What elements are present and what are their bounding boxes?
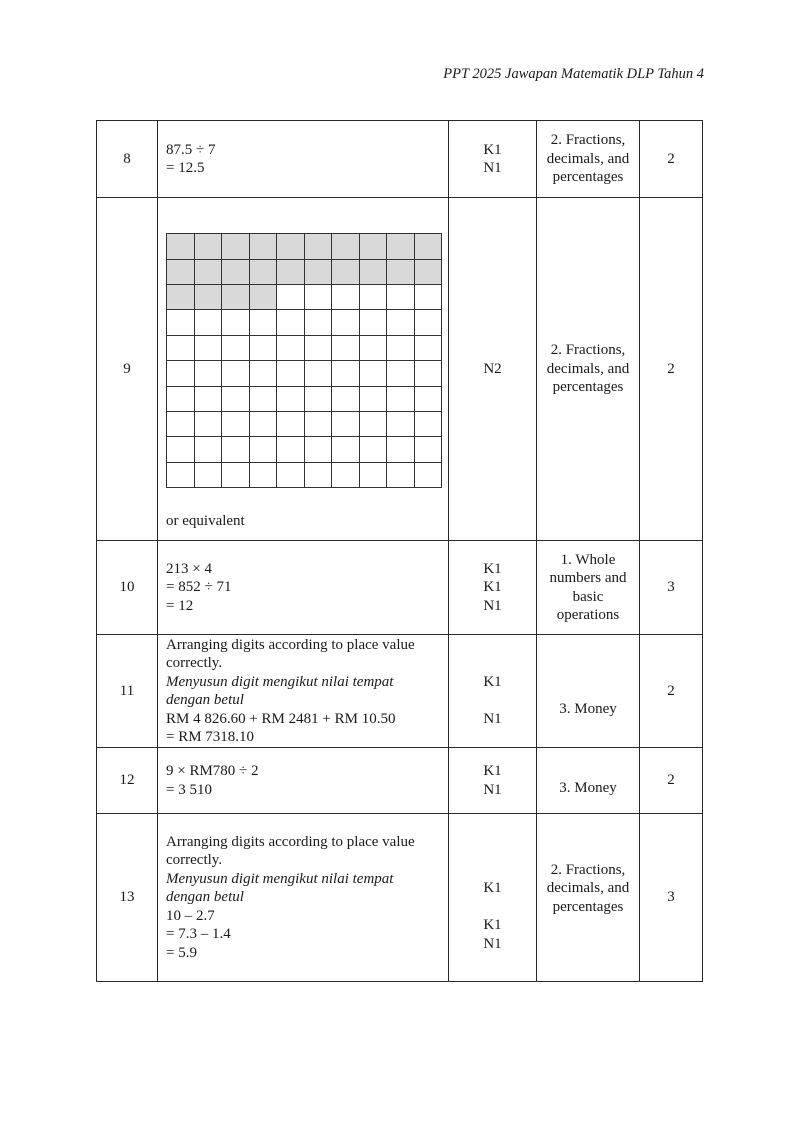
grid-cell-shaded: [250, 234, 278, 259]
grid-cell: [277, 361, 305, 386]
table-row-q8: [97, 121, 703, 198]
working-line: = 3 510: [166, 781, 212, 798]
grid-cell-shaded: [332, 260, 360, 285]
grid-cell: [167, 412, 195, 437]
mark-code: N1: [483, 935, 502, 952]
mark-code: N1: [483, 160, 502, 176]
grid-cell: [277, 285, 305, 310]
grid-cell: [332, 285, 360, 310]
topic-line: 3. Money: [559, 779, 617, 796]
working-line: = 7.3 – 1.4: [166, 926, 231, 943]
grid-cell: [222, 310, 250, 335]
topic-line: percentages: [552, 898, 624, 915]
topic-line: numbers and: [549, 570, 627, 586]
marks-cell: [449, 198, 537, 541]
table-row-q9: [97, 198, 703, 541]
question-number: 9: [97, 198, 158, 541]
working-line-malay: dengan betul: [166, 889, 244, 906]
working-cell: [158, 541, 449, 635]
topic-line: percentages: [552, 379, 624, 396]
working-line: Arranging digits according to place value: [166, 636, 415, 653]
grid-cell-shaded: [222, 285, 250, 310]
grid-cell: [360, 437, 388, 462]
grid-cell: [305, 336, 333, 361]
grid-cell: [305, 361, 333, 386]
working-cell: [158, 198, 449, 541]
hundred-square-grid: [166, 233, 442, 488]
grid-cell: [195, 387, 223, 412]
grid-cell-shaded: [195, 234, 223, 259]
marks-cell: [449, 121, 537, 198]
grid-cell-shaded: [222, 234, 250, 259]
mark-code: N1: [483, 781, 502, 798]
question-number: 13: [97, 814, 158, 982]
working-line: 10 – 2.7: [166, 907, 215, 924]
table-row-q10: [97, 541, 703, 635]
grid-cell: [415, 437, 443, 462]
grid-cell-shaded: [415, 234, 443, 259]
page-header: PPT 2025 Jawapan Matematik DLP Tahun 4: [443, 66, 704, 82]
topic-line: decimals, and: [546, 150, 630, 167]
marks-cell: [449, 541, 537, 635]
table-row-q12: [97, 748, 703, 814]
table-row-q11: [97, 635, 703, 748]
working-line-malay: Menyusun digit mengikut nilai tempat: [166, 673, 394, 690]
grid-cell: [167, 336, 195, 361]
grid-cell: [250, 361, 278, 386]
topic-cell: [537, 121, 640, 198]
working-line: = RM 7318.10: [166, 729, 255, 745]
grid-cell: [277, 336, 305, 361]
grid-cell: [277, 310, 305, 335]
grid-cell: [250, 412, 278, 437]
grid-cell: [222, 361, 250, 386]
topic-cell: [537, 198, 640, 541]
working-line: RM 4 826.60 + RM 2481 + RM 10.50: [166, 710, 396, 727]
grid-cell: [305, 412, 333, 437]
score-cell: 2: [640, 748, 703, 814]
grid-cell: [360, 336, 388, 361]
mark-code: K1: [483, 560, 502, 577]
grid-cell: [332, 310, 360, 335]
grid-cell: [277, 437, 305, 462]
working-line: 213 × 4: [166, 560, 212, 577]
working-line: correctly.: [166, 852, 223, 869]
grid-cell: [305, 285, 333, 310]
grid-cell: [332, 361, 360, 386]
grid-cell: [360, 463, 388, 488]
topic-line: percentages: [552, 169, 624, 186]
question-number: 11: [97, 635, 158, 748]
grid-cell: [277, 387, 305, 412]
topic-line: 2. Fractions,: [550, 132, 626, 149]
grid-cell: [360, 285, 388, 310]
mark-code: K1: [483, 763, 502, 779]
working-line: 9 × RM780 ÷ 2: [166, 763, 259, 779]
working-cell: [158, 748, 449, 814]
grid-cell: [360, 361, 388, 386]
grid-cell-shaded: [167, 285, 195, 310]
grid-cell: [195, 336, 223, 361]
score-cell: 2: [640, 198, 703, 541]
grid-cell-shaded: [332, 234, 360, 259]
mark-code: K1: [483, 880, 502, 896]
grid-cell: [332, 463, 360, 488]
grid-cell-shaded: [305, 260, 333, 285]
grid-cell: [195, 437, 223, 462]
grid-cell: [195, 412, 223, 437]
grid-cell: [250, 336, 278, 361]
grid-cell: [222, 463, 250, 488]
grid-cell: [387, 336, 415, 361]
question-number: 8: [97, 121, 158, 198]
working-line: Arranging digits according to place value: [166, 833, 415, 850]
working-line: = 12: [166, 597, 194, 614]
grid-cell: [332, 387, 360, 412]
topic-line: decimals, and: [546, 360, 630, 377]
grid-cell: [305, 437, 333, 462]
grid-cell: [277, 463, 305, 488]
grid-cell-shaded: [277, 234, 305, 259]
grid-cell: [305, 310, 333, 335]
grid-cell: [167, 361, 195, 386]
grid-cell: [360, 387, 388, 412]
grid-cell: [222, 412, 250, 437]
grid-cell: [250, 387, 278, 412]
grid-cell-shaded: [195, 260, 223, 285]
score-cell: 2: [640, 635, 703, 748]
grid-cell: [387, 387, 415, 412]
grid-cell: [387, 412, 415, 437]
topic-cell: [537, 814, 640, 982]
grid-cell: [250, 463, 278, 488]
topic-line: operations: [556, 607, 620, 623]
grid-cell: [222, 387, 250, 412]
grid-cell: [277, 412, 305, 437]
working-line: correctly.: [166, 655, 223, 671]
working-line: = 852 ÷ 71: [166, 579, 232, 596]
grid-cell-shaded: [222, 260, 250, 285]
topic-cell: [537, 635, 640, 748]
marking-scheme-table: [96, 120, 703, 982]
grid-cell-shaded: [195, 285, 223, 310]
grid-cell: [332, 412, 360, 437]
grid-cell: [415, 361, 443, 386]
grid-cell: [222, 336, 250, 361]
grid-cell: [360, 412, 388, 437]
topic-line: 2. Fractions,: [550, 342, 626, 359]
mark-code: K1: [483, 673, 502, 690]
grid-cell: [222, 437, 250, 462]
working-line-malay: Menyusun digit mengikut nilai tempat: [166, 870, 394, 887]
topic-cell: [537, 748, 640, 814]
grid-cell-shaded: [250, 260, 278, 285]
grid-cell: [167, 387, 195, 412]
grid-cell: [360, 310, 388, 335]
topic-line: 3. Money: [559, 701, 617, 718]
grid-cell: [167, 437, 195, 462]
grid-cell: [167, 463, 195, 488]
topic-line: 2. Fractions,: [550, 861, 626, 878]
grid-cell: [250, 310, 278, 335]
grid-cell: [387, 437, 415, 462]
grid-cell: [305, 463, 333, 488]
score-cell: 2: [640, 121, 703, 198]
topic-line: 1. Whole: [560, 551, 616, 568]
grid-cell: [332, 336, 360, 361]
grid-cell-shaded: [360, 260, 388, 285]
grid-cell: [195, 310, 223, 335]
grid-cell: [305, 387, 333, 412]
question-number: 10: [97, 541, 158, 635]
working-cell: [158, 121, 449, 198]
working-cell: [158, 814, 449, 982]
working-cell: [158, 635, 449, 748]
mark-code: K1: [483, 579, 502, 596]
mark-code: K1: [483, 917, 502, 933]
question-number: 12: [97, 748, 158, 814]
grid-cell-shaded: [360, 234, 388, 259]
mark-code: N1: [483, 597, 502, 614]
grid-cell-shaded: [277, 260, 305, 285]
grid-cell-shaded: [305, 234, 333, 259]
grid-cell: [387, 463, 415, 488]
table-row-q13: [97, 814, 703, 982]
grid-cell: [415, 387, 443, 412]
topic-line: decimals, and: [546, 880, 630, 896]
working-line: = 5.9: [166, 944, 197, 961]
grid-cell-shaded: [167, 234, 195, 259]
grid-cell: [415, 336, 443, 361]
grid-cell: [415, 463, 443, 488]
grid-cell: [415, 310, 443, 335]
grid-cell-shaded: [387, 260, 415, 285]
marks-cell: [449, 814, 537, 982]
working-line: = 12.5: [166, 160, 205, 176]
grid-cell: [167, 310, 195, 335]
grid-cell: [250, 437, 278, 462]
grid-cell: [387, 310, 415, 335]
topic-cell: [537, 541, 640, 635]
grid-cell: [415, 412, 443, 437]
mark-code: N2: [483, 360, 502, 377]
grid-cell: [195, 463, 223, 488]
marks-cell: [449, 748, 537, 814]
grid-cell-shaded: [250, 285, 278, 310]
topic-line: basic: [572, 588, 604, 605]
grid-cell: [387, 285, 415, 310]
grid-cell: [332, 437, 360, 462]
grid-cell: [195, 361, 223, 386]
working-line: 87.5 ÷ 7: [166, 141, 216, 158]
grid-cell-shaded: [387, 234, 415, 259]
grid-cell-shaded: [415, 260, 443, 285]
mark-code: K1: [483, 141, 502, 158]
working-line-malay: dengan betul: [166, 692, 244, 708]
score-cell: 3: [640, 541, 703, 635]
grid-cell: [415, 285, 443, 310]
mark-code: N1: [483, 710, 502, 727]
or-equivalent-note: or equivalent: [166, 513, 245, 530]
score-cell: 3: [640, 814, 703, 982]
marks-cell: [449, 635, 537, 748]
grid-cell: [387, 361, 415, 386]
grid-cell-shaded: [167, 260, 195, 285]
